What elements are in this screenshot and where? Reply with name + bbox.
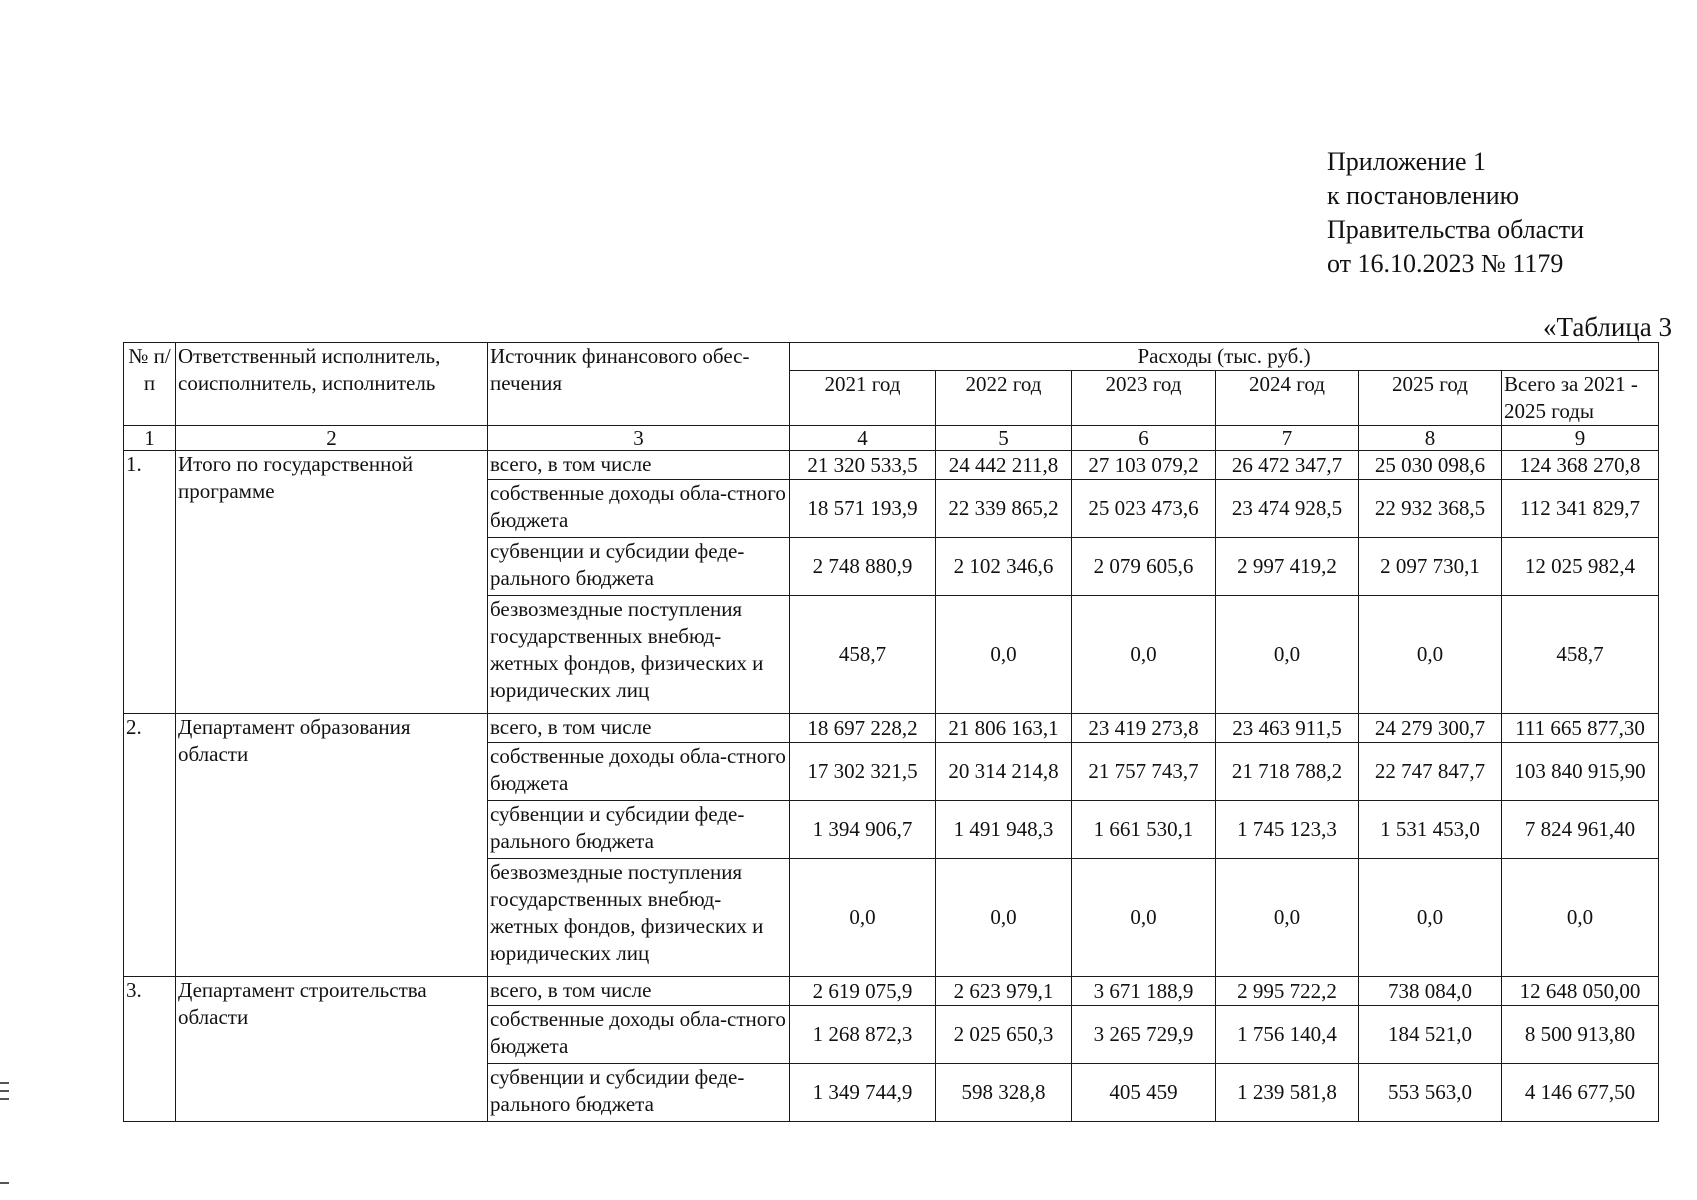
value-cell: 21 806 163,1 xyxy=(936,714,1072,743)
header-year-2025: 2025 год xyxy=(1359,371,1502,426)
index-col-1: 1 xyxy=(124,426,176,451)
index-col-2: 2 xyxy=(176,426,488,451)
value-cell: 22 932 368,5 xyxy=(1359,480,1502,538)
table-row xyxy=(124,977,1659,1006)
value-cell: 2 748 880,9 xyxy=(790,538,936,596)
value-cell: 20 314 214,8 xyxy=(936,743,1072,801)
value-cell: 405 459 xyxy=(1072,1064,1216,1122)
value-cell: 112 341 829,7 xyxy=(1502,480,1659,538)
value-cell: 1 239 581,8 xyxy=(1216,1064,1359,1122)
value-cell: 23 474 928,5 xyxy=(1216,480,1359,538)
value-cell: 27 103 079,2 xyxy=(1072,451,1216,480)
margin-mark xyxy=(0,1090,9,1092)
funding-source: собственные доходы обла-стного бюджета xyxy=(488,743,790,801)
appendix-block xyxy=(1327,145,1584,281)
value-cell: 1 349 744,9 xyxy=(790,1064,936,1122)
value-cell: 22 339 865,2 xyxy=(936,480,1072,538)
row-number: 3. xyxy=(124,977,176,1122)
value-cell: 2 997 419,2 xyxy=(1216,538,1359,596)
value-cell: 24 442 211,8 xyxy=(936,451,1072,480)
index-col-4: 4 xyxy=(790,426,936,451)
value-cell: 0,0 xyxy=(936,859,1072,977)
header-year-2022: 2022 год xyxy=(936,371,1072,426)
funding-source: всего, в том числе xyxy=(488,451,790,480)
value-cell: 17 302 321,5 xyxy=(790,743,936,801)
value-cell: 0,0 xyxy=(1359,596,1502,714)
value-cell: 12 025 982,4 xyxy=(1502,538,1659,596)
value-cell: 7 824 961,40 xyxy=(1502,801,1659,859)
header-executor: Ответственный исполнитель, соисполнитель, исполнитель xyxy=(176,343,488,426)
value-cell: 23 463 911,5 xyxy=(1216,714,1359,743)
funding-source: безвозмездные поступления государственных внебюд-жетных фондов, физических и юридических лиц xyxy=(488,859,790,977)
value-cell: 1 491 948,3 xyxy=(936,801,1072,859)
value-cell: 18 697 228,2 xyxy=(790,714,936,743)
value-cell: 18 571 193,9 xyxy=(790,480,936,538)
value-cell: 2 619 075,9 xyxy=(790,977,936,1006)
value-cell: 0,0 xyxy=(1359,859,1502,977)
appendix-line-4: от 16.10.2023 № 1179 xyxy=(1327,249,1564,278)
appendix-line-3: Правительства области xyxy=(1327,215,1585,244)
value-cell: 738 084,0 xyxy=(1359,977,1502,1006)
header-year-2023: 2023 год xyxy=(1072,371,1216,426)
value-cell: 0,0 xyxy=(1502,859,1659,977)
table-row xyxy=(124,714,1659,743)
value-cell: 3 671 188,9 xyxy=(1072,977,1216,1006)
header-num: № п/п xyxy=(124,343,176,426)
value-cell: 0,0 xyxy=(1216,596,1359,714)
value-cell: 111 665 877,30 xyxy=(1502,714,1659,743)
value-cell: 21 320 533,5 xyxy=(790,451,936,480)
funding-source: субвенции и субсидии феде-рального бюджета xyxy=(488,1064,790,1122)
index-col-6: 6 xyxy=(1072,426,1216,451)
margin-mark xyxy=(0,1182,9,1184)
executor-name: Департамент образования области xyxy=(176,714,488,977)
value-cell: 598 328,8 xyxy=(936,1064,1072,1122)
index-col-7: 7 xyxy=(1216,426,1359,451)
funding-source: всего, в том числе xyxy=(488,977,790,1006)
budget-table xyxy=(123,342,1659,1122)
value-cell: 0,0 xyxy=(1216,859,1359,977)
value-cell: 1 756 140,4 xyxy=(1216,1006,1359,1064)
value-cell: 103 840 915,90 xyxy=(1502,743,1659,801)
header-total: Всего за 2021 - 2025 годы xyxy=(1502,371,1659,426)
value-cell: 1 531 453,0 xyxy=(1359,801,1502,859)
value-cell: 23 419 273,8 xyxy=(1072,714,1216,743)
value-cell: 24 279 300,7 xyxy=(1359,714,1502,743)
funding-source: субвенции и субсидии феде-рального бюджета xyxy=(488,801,790,859)
value-cell: 1 394 906,7 xyxy=(790,801,936,859)
value-cell: 184 521,0 xyxy=(1359,1006,1502,1064)
value-cell: 4 146 677,50 xyxy=(1502,1064,1659,1122)
header-year-2021: 2021 год xyxy=(790,371,936,426)
margin-mark xyxy=(0,1098,9,1100)
index-col-9: 9 xyxy=(1502,426,1659,451)
funding-source: всего, в том числе xyxy=(488,714,790,743)
value-cell: 0,0 xyxy=(1072,859,1216,977)
value-cell: 12 648 050,00 xyxy=(1502,977,1659,1006)
value-cell: 21 757 743,7 xyxy=(1072,743,1216,801)
value-cell: 0,0 xyxy=(936,596,1072,714)
executor-name: Департамент строительства области xyxy=(176,977,488,1122)
value-cell: 1 745 123,3 xyxy=(1216,801,1359,859)
value-cell: 22 747 847,7 xyxy=(1359,743,1502,801)
header-source: Источник финансового обес-печения xyxy=(488,343,790,426)
value-cell: 0,0 xyxy=(1072,596,1216,714)
value-cell: 0,0 xyxy=(790,859,936,977)
index-col-8: 8 xyxy=(1359,426,1502,451)
value-cell: 124 368 270,8 xyxy=(1502,451,1659,480)
table-caption: «Таблица 3 xyxy=(1543,312,1672,342)
appendix-line-1: Приложение 1 xyxy=(1327,147,1487,176)
funding-source: безвозмездные поступления государственных внебюд-жетных фондов, физических и юридических лиц xyxy=(488,596,790,714)
index-col-5: 5 xyxy=(936,426,1072,451)
index-col-3: 3 xyxy=(488,426,790,451)
value-cell: 26 472 347,7 xyxy=(1216,451,1359,480)
value-cell: 25 023 473,6 xyxy=(1072,480,1216,538)
value-cell: 2 102 346,6 xyxy=(936,538,1072,596)
value-cell: 2 097 730,1 xyxy=(1359,538,1502,596)
margin-mark xyxy=(0,1082,9,1084)
value-cell: 553 563,0 xyxy=(1359,1064,1502,1122)
value-cell: 1 661 530,1 xyxy=(1072,801,1216,859)
row-number: 1. xyxy=(124,451,176,714)
value-cell: 458,7 xyxy=(790,596,936,714)
value-cell: 1 268 872,3 xyxy=(790,1006,936,1064)
value-cell: 21 718 788,2 xyxy=(1216,743,1359,801)
value-cell: 2 995 722,2 xyxy=(1216,977,1359,1006)
value-cell: 2 079 605,6 xyxy=(1072,538,1216,596)
value-cell: 8 500 913,80 xyxy=(1502,1006,1659,1064)
header-year-2024: 2024 год xyxy=(1216,371,1359,426)
value-cell: 458,7 xyxy=(1502,596,1659,714)
value-cell: 2 025 650,3 xyxy=(936,1006,1072,1064)
value-cell: 3 265 729,9 xyxy=(1072,1006,1216,1064)
executor-name: Итого по государственной программе xyxy=(176,451,488,714)
header-expenses: Расходы (тыс. руб.) xyxy=(790,343,1659,371)
appendix-line-2: к постановлению xyxy=(1327,181,1520,210)
funding-source: собственные доходы обла-стного бюджета xyxy=(488,480,790,538)
value-cell: 25 030 098,6 xyxy=(1359,451,1502,480)
table-row xyxy=(124,451,1659,480)
value-cell: 2 623 979,1 xyxy=(936,977,1072,1006)
funding-source: субвенции и субсидии феде-рального бюджета xyxy=(488,538,790,596)
row-number: 2. xyxy=(124,714,176,977)
funding-source: собственные доходы обла-стного бюджета xyxy=(488,1006,790,1064)
